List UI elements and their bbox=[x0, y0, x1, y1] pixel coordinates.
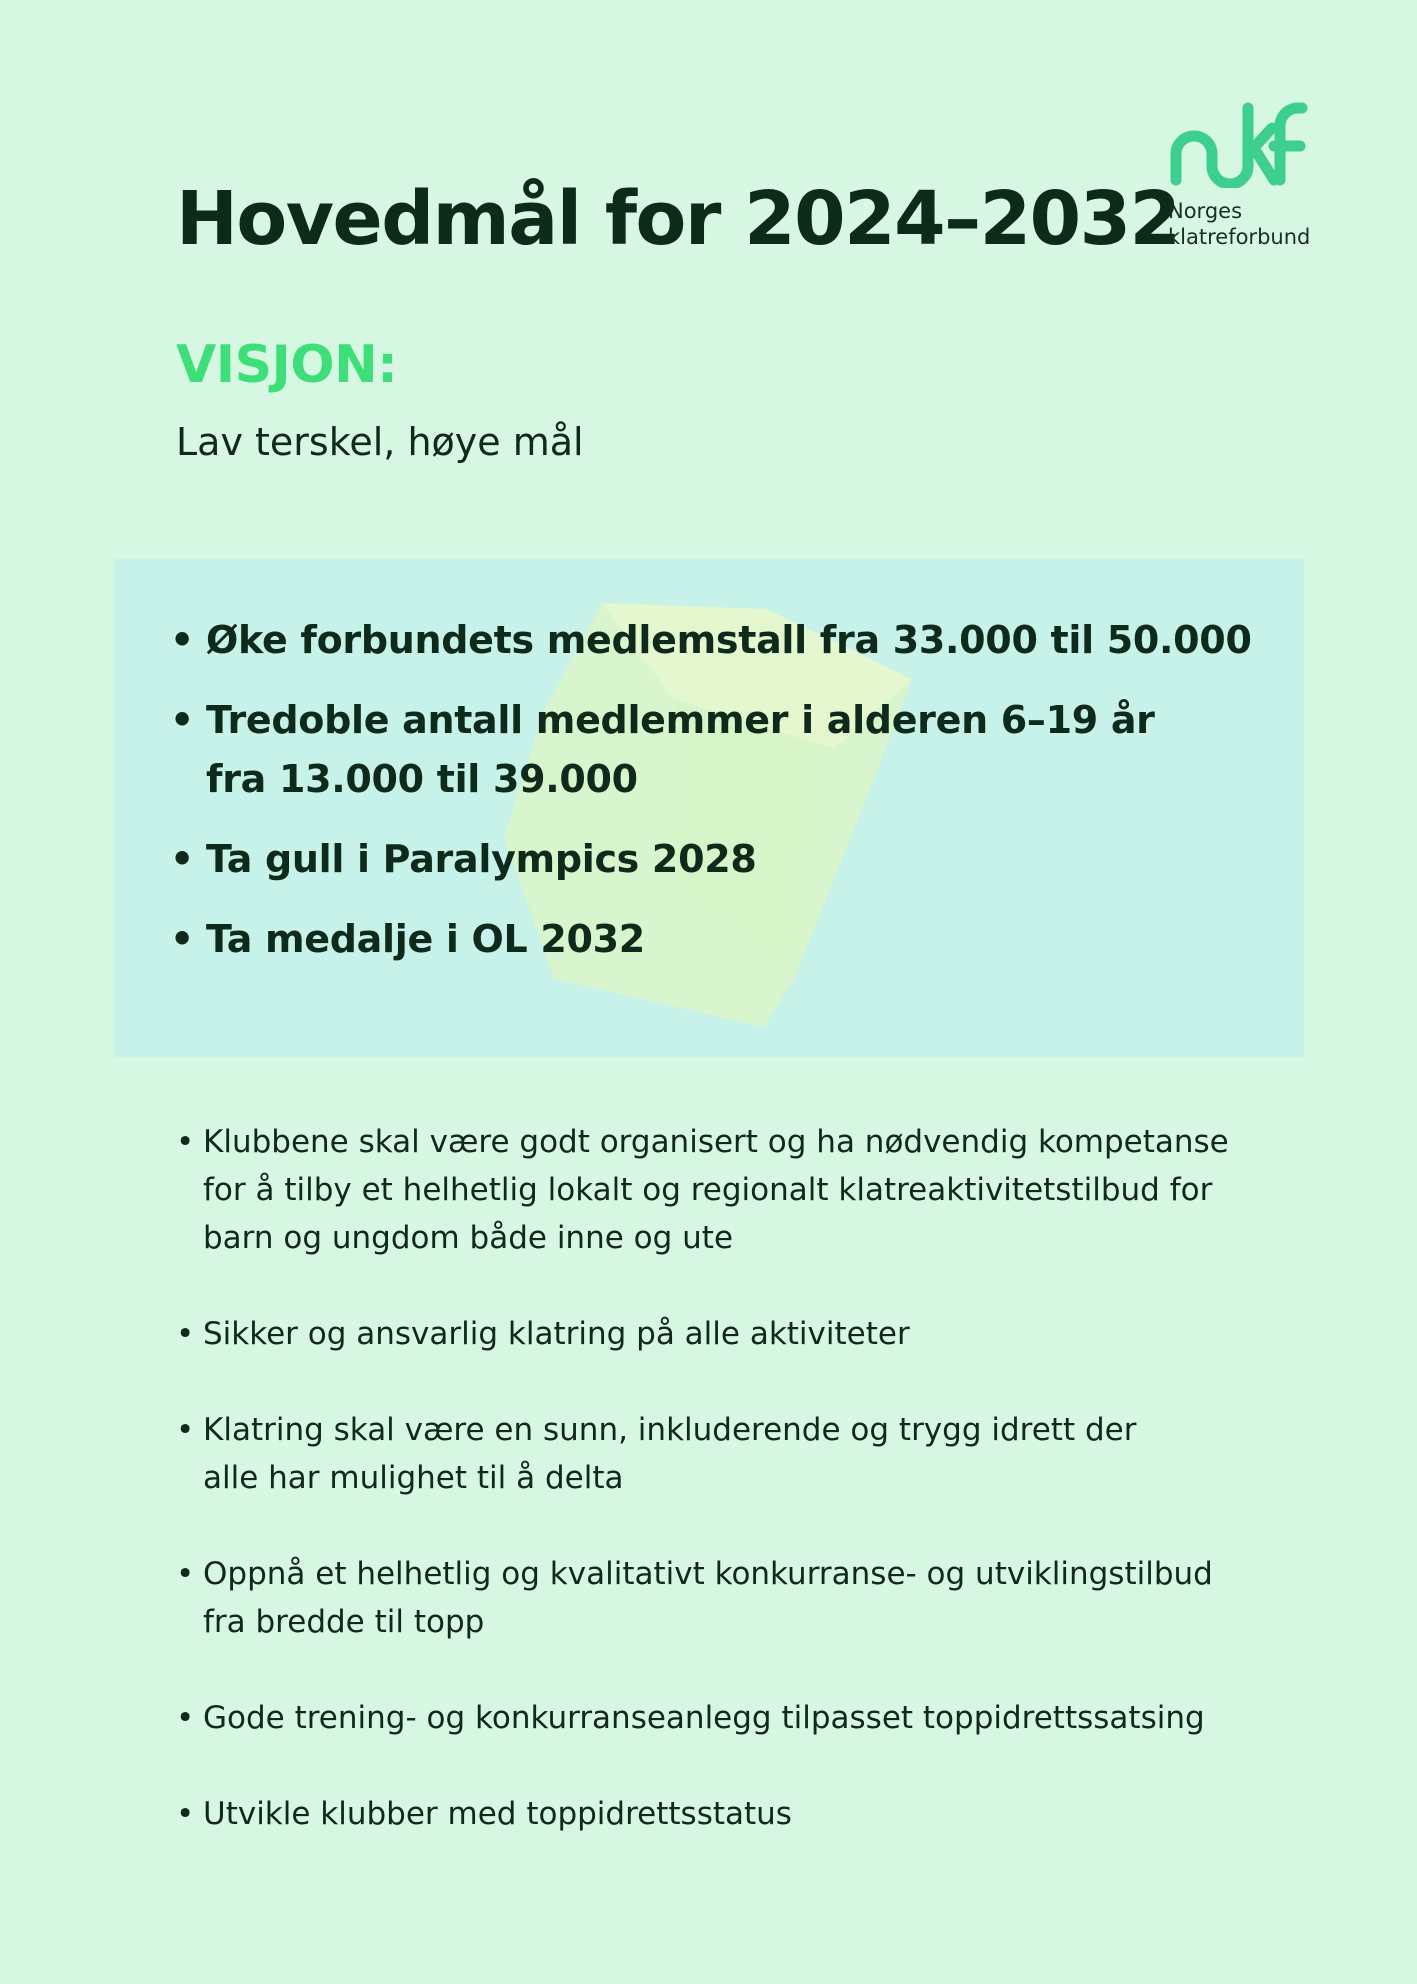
sub-goal-item bbox=[176, 1310, 1276, 1358]
main-goal-text: • Ta gull i Paralympics 2028 bbox=[206, 837, 757, 881]
logo-name-line1: Norges bbox=[1168, 199, 1243, 223]
main-goals-list bbox=[170, 611, 1270, 990]
sub-goal-item bbox=[176, 1694, 1276, 1742]
main-goal-text: • Ta medalje i OL 2032 bbox=[206, 917, 645, 961]
main-goals-panel bbox=[114, 559, 1304, 1057]
main-goal-text: fra 13.000 til 39.000 bbox=[206, 757, 638, 801]
main-goal-text: • Tredoble antall medlemmer i alderen 6–19 år bbox=[206, 698, 1155, 742]
sub-goal-text: • Klubbene skal være godt organisert og ha nødvendig kompetanse bbox=[203, 1124, 1229, 1160]
sub-goal-text: alle har mulighet til å delta bbox=[203, 1460, 624, 1496]
vision-text: Lav terskel, høye mål bbox=[176, 420, 584, 464]
main-goal-item bbox=[170, 611, 1270, 670]
sub-goals-list bbox=[176, 1118, 1276, 1886]
vision-label: VISJON: bbox=[176, 335, 398, 395]
page-title: Hovedmål for 2024–2032 bbox=[176, 176, 1180, 262]
sub-goal-text: • Utvikle klubber med toppidrettsstatus bbox=[203, 1796, 792, 1832]
sub-goal-text: for å tilby et helhetlig lokalt og regionalt klatreaktivitetstilbud for bbox=[203, 1172, 1213, 1208]
nkf-logo-icon bbox=[1168, 96, 1308, 188]
sub-goal-item bbox=[176, 1118, 1276, 1262]
sub-goal-text: • Sikker og ansvarlig klatring på alle aktiviteter bbox=[203, 1316, 910, 1352]
main-goal-item bbox=[170, 691, 1270, 809]
main-goal-text: • Øke forbundets medlemstall fra 33.000 til 50.000 bbox=[206, 618, 1252, 662]
sub-goal-item bbox=[176, 1550, 1276, 1646]
sub-goal-text: • Klatring skal være en sunn, inkluderende og trygg idrett der bbox=[203, 1412, 1137, 1448]
logo bbox=[1168, 96, 1318, 250]
sub-goal-text: • Oppnå et helhetlig og kvalitativt konkurranse- og utviklingstilbud bbox=[203, 1556, 1213, 1592]
sub-goal-text: fra bredde til topp bbox=[203, 1604, 485, 1640]
sub-goal-text: barn og ungdom både inne og ute bbox=[203, 1220, 734, 1256]
main-goal-item bbox=[170, 910, 1270, 969]
main-goal-item bbox=[170, 830, 1270, 889]
sub-goal-item bbox=[176, 1406, 1276, 1502]
sub-goal-text: • Gode trening- og konkurranseanlegg tilpasset toppidrettssatsing bbox=[203, 1700, 1205, 1736]
logo-text bbox=[1168, 198, 1318, 250]
sub-goal-item bbox=[176, 1790, 1276, 1838]
logo-name-line2: klatreforbund bbox=[1168, 225, 1311, 249]
